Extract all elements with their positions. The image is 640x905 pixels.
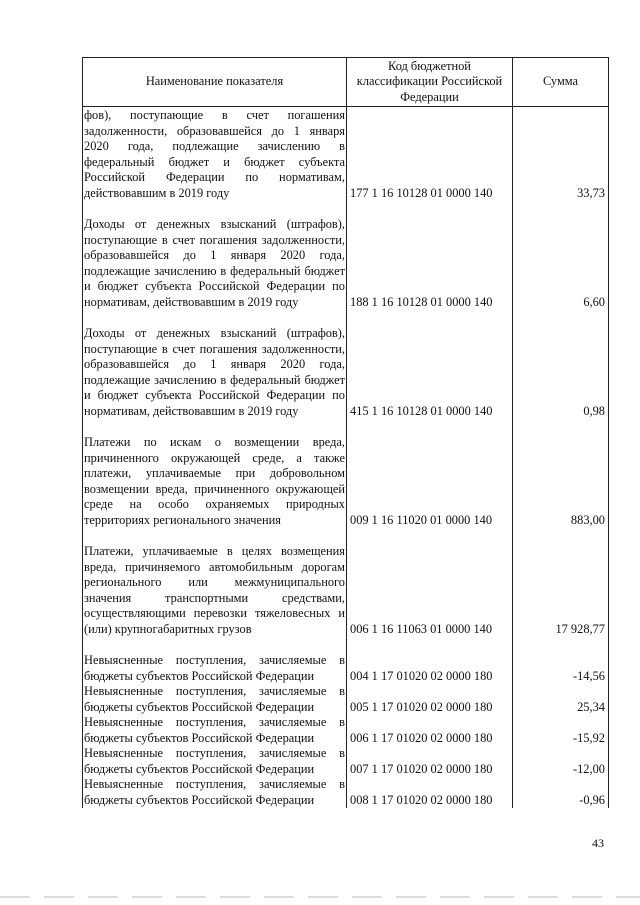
header-name: Наименование показателя xyxy=(83,58,347,107)
row-code: 007 1 17 01020 02 0000 180 xyxy=(347,746,513,777)
table-row xyxy=(83,715,609,746)
table-row xyxy=(83,777,609,808)
row-amount: -12,00 xyxy=(513,746,609,777)
row-code: 005 1 17 01020 02 0000 180 xyxy=(347,684,513,715)
row-name: Невыясненные поступления, зачисляемые в бюджеты субъектов Российской Федерации xyxy=(84,715,345,745)
row-amount: -14,56 xyxy=(513,637,609,684)
table-row xyxy=(83,107,609,202)
row-name: Доходы от денежных взысканий (штрафов), поступающие в счет погашения задолженности, образовавшейся до 1 января 2020 года, подлежащие зачислению в федеральный бюджет и бюджет субъекта Российской Федерации по нормативам, действовавшим в 2019 году xyxy=(83,310,347,419)
table-header-row xyxy=(83,58,609,107)
row-name: Невыясненные поступления, зачисляемые в бюджеты субъектов Российской Федерации xyxy=(84,777,345,807)
row-code: 006 1 16 11063 01 0000 140 xyxy=(347,528,513,637)
row-amount: 25,34 xyxy=(513,684,609,715)
row-amount: 6,60 xyxy=(513,201,609,310)
row-name: Платежи по искам о возмещении вреда, причиненного окружающей среде, а также платежи, уплачиваемые при добровольном возмещении вреда, причиненного окружающей среде на особо охраняемых природных территориях регионального значения xyxy=(83,419,347,528)
row-name: Невыясненные поступления, зачисляемые в бюджеты субъектов Российской Федерации xyxy=(84,684,345,714)
row-code: 006 1 17 01020 02 0000 180 xyxy=(347,715,513,746)
row-name: фов), поступающие в счет погашения задолженности, образовавшейся до 1 января 2020 года, подлежащие зачислению в федеральный бюджет и бюджет субъекта Российской Федерации по нормативам, действовавшим в 2019 году xyxy=(84,108,345,200)
scan-artifact-line xyxy=(0,896,640,898)
row-amount: 883,00 xyxy=(513,419,609,528)
row-amount: -0,96 xyxy=(513,777,609,808)
row-name: Платежи, уплачиваемые в целях возмещения вреда, причиняемого автомобильным дорогам регионального или межмуниципального значения транспортными средствами, осуществляющими перевозки тяжеловесных и (или) крупногабаритных грузов xyxy=(83,528,347,637)
table-row xyxy=(83,310,609,419)
table-row xyxy=(83,684,609,715)
row-code: 188 1 16 10128 01 0000 140 xyxy=(347,201,513,310)
table-row xyxy=(83,201,609,310)
row-name: Невыясненные поступления, зачисляемые в бюджеты субъектов Российской Федерации xyxy=(83,637,347,684)
row-name: Невыясненные поступления, зачисляемые в бюджеты субъектов Российской Федерации xyxy=(84,746,345,776)
row-amount: 33,73 xyxy=(513,107,609,202)
table-row xyxy=(83,528,609,637)
budget-table-page xyxy=(82,57,608,808)
row-code: 009 1 16 11020 01 0000 140 xyxy=(347,419,513,528)
row-name: Доходы от денежных взысканий (штрафов), поступающие в счет погашения задолженности, образовавшейся до 1 января 2020 года, подлежащие зачислению в федеральный бюджет и бюджет субъекта Российской Федерации по нормативам, действовавшим в 2019 году xyxy=(83,201,347,310)
table-row xyxy=(83,637,609,684)
table-row xyxy=(83,746,609,777)
row-amount: 17 928,77 xyxy=(513,528,609,637)
header-sum: Сумма xyxy=(513,58,609,107)
row-code: 415 1 16 10128 01 0000 140 xyxy=(347,310,513,419)
row-code: 177 1 16 10128 01 0000 140 xyxy=(347,107,513,202)
page-number: 43 xyxy=(592,836,604,850)
table-row xyxy=(83,419,609,528)
row-amount: -15,92 xyxy=(513,715,609,746)
budget-table xyxy=(82,57,609,808)
row-amount: 0,98 xyxy=(513,310,609,419)
header-code: Код бюджетной классификации Российской Федерации xyxy=(347,58,513,107)
row-code: 004 1 17 01020 02 0000 180 xyxy=(347,637,513,684)
row-code: 008 1 17 01020 02 0000 180 xyxy=(347,777,513,808)
